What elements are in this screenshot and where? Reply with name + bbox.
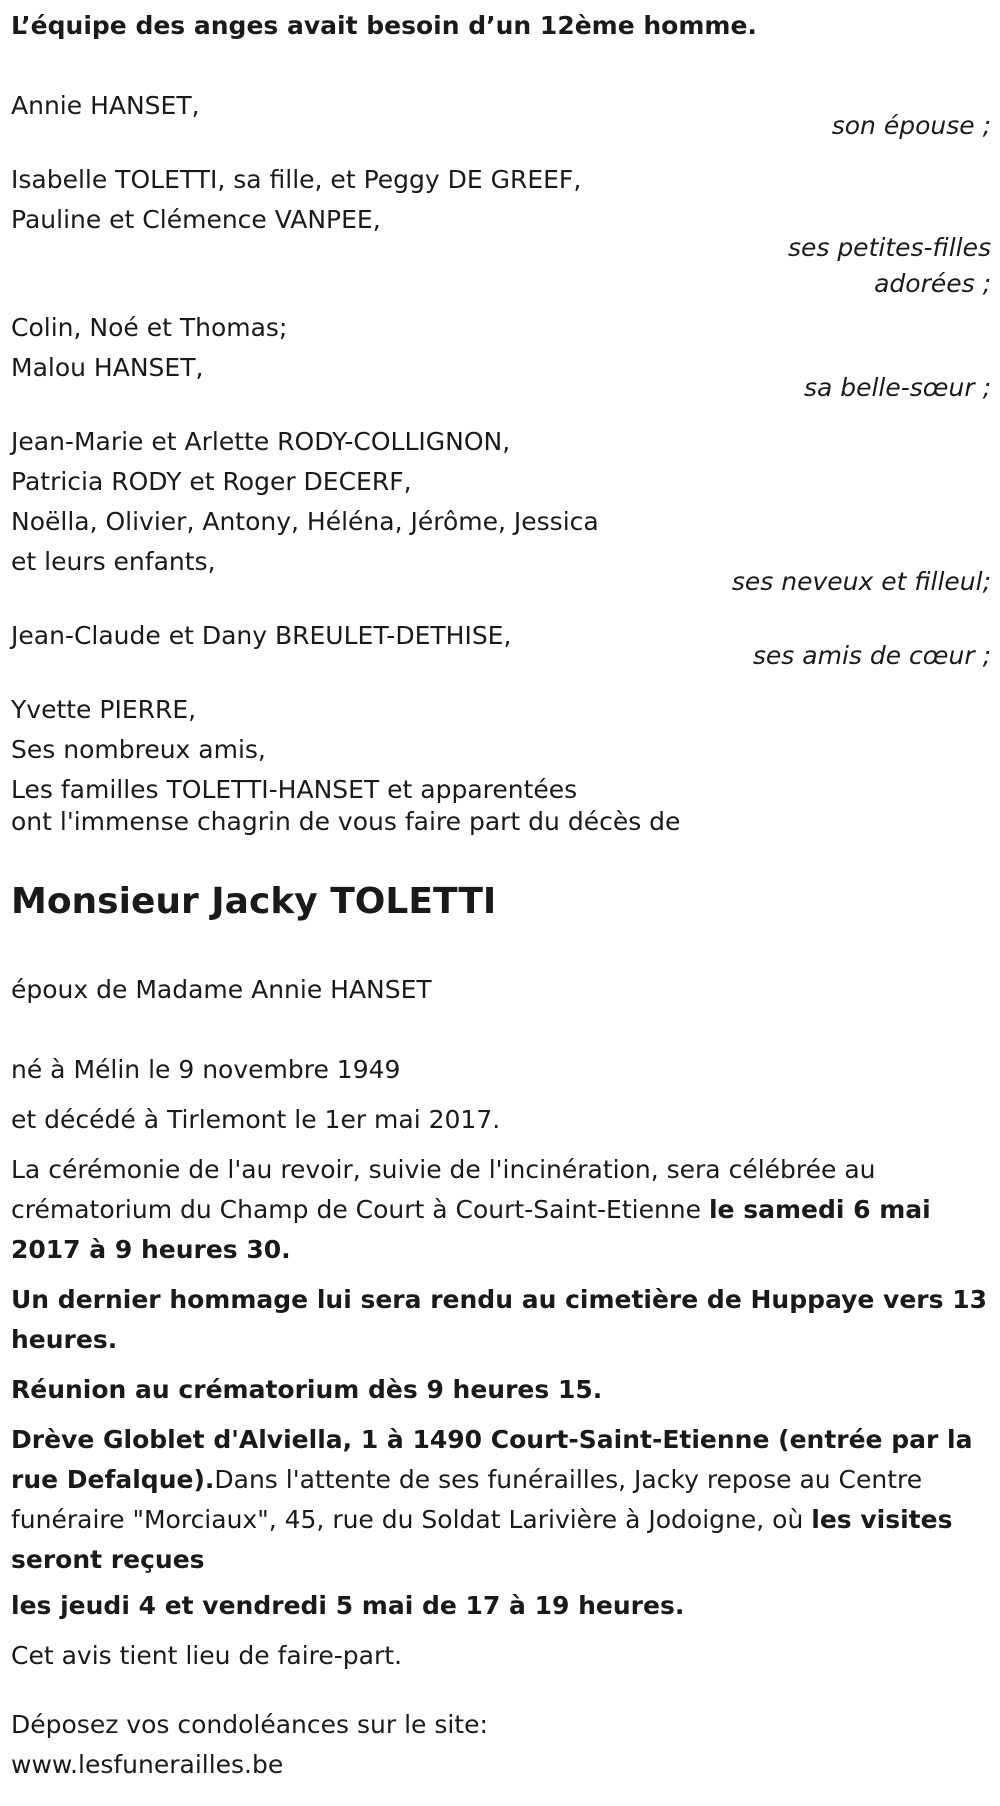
relative-row: [11, 160, 1000, 302]
relative-name-line: Malou HANSET,: [11, 353, 204, 382]
announcement-intro: ont l'immense chagrin de vous faire part du décès de: [11, 807, 681, 836]
relative-row: [11, 616, 1000, 676]
relative-row: [11, 422, 1000, 602]
tribute-paragraph: Un dernier hommage lui sera rendu au cimetière de Huppaye vers 13 heures.: [11, 1285, 988, 1354]
deceased-name: Monsieur Jacky TOLETTI: [11, 881, 497, 922]
death-line: et décédé à Tirlemont le 1er mai 2017.: [11, 1105, 501, 1134]
ceremony-details: [11, 1150, 991, 1686]
relative-name-line: Isabelle TOLETTI, sa fille, et Peggy DE GREEF,: [11, 165, 582, 194]
relative-row: [11, 308, 1000, 408]
relative-name-line: Jean-Marie et Arlette RODY-COLLIGNON,: [11, 427, 511, 456]
relative-names: [11, 160, 651, 240]
relation-text: ses neveux et filleul;: [731, 567, 991, 596]
address-text: Dans l'attente de ses funérailles, Jacky repose au Centre funéraire "Morciaux", 45, rue du Soldat Larivière à Jodoigne, où: [11, 1465, 923, 1534]
relative-name-line: Noëlla, Olivier, Antony, Héléna, Jérôme, Jessica: [11, 507, 599, 536]
relation-text: son épouse ;: [831, 111, 991, 140]
spouse-line: époux de Madame Annie HANSET: [11, 975, 432, 1004]
visits-text: les visites seront reçues: [11, 1505, 953, 1574]
relative-name-line: Colin, Noé et Thomas;: [11, 313, 288, 342]
ceremony-date: le samedi 6 mai 2017 à 9 heures 30.: [11, 1195, 931, 1264]
address-paragraph: [11, 1420, 991, 1580]
relative-name-line: Pauline et Clémence VANPEE,: [11, 205, 381, 234]
relation-text: adorées ;: [874, 269, 991, 298]
relative-row: [11, 86, 1000, 146]
relative-name-line: Yvette PIERRE,: [11, 695, 197, 724]
ceremony-text: La cérémonie de l'au revoir, suivie de l'incinération, sera célébrée au crématorium du Champ de Court à Court-Saint-Etienne: [11, 1155, 876, 1224]
address-bold: Drève Globlet d'Alviella, 1 à 1490 Court-Saint-Etienne (entrée par la rue Defalque).: [11, 1425, 973, 1494]
ceremony-paragraph: [11, 1150, 991, 1270]
relative-row: [11, 690, 1000, 810]
relation-text: sa belle-sœur ;: [803, 373, 991, 402]
condolences-link[interactable]: www.lesfunerailles.be: [11, 1750, 284, 1779]
relative-name-line: Patricia RODY et Roger DECERF,: [11, 467, 412, 496]
relation-text: ses petites-filles: [787, 233, 991, 262]
relative-name-line: Jean-Claude et Dany BREULET-DETHISE,: [11, 621, 512, 650]
relative-name-line: Les familles TOLETTI-HANSET et apparentées: [11, 775, 578, 804]
relatives-list: [11, 86, 1000, 810]
relative-names: [11, 690, 651, 810]
relative-name-line: et leurs enfants,: [11, 547, 216, 576]
condolences-footer: [11, 1705, 488, 1785]
birth-line: né à Mélin le 9 novembre 1949: [11, 1055, 401, 1084]
meeting-paragraph: Réunion au crématorium dès 9 heures 15.: [11, 1375, 603, 1404]
notice-paragraph: Cet avis tient lieu de faire-part.: [11, 1641, 403, 1670]
relative-name-line: Ses nombreux amis,: [11, 735, 266, 764]
condolences-text: Déposez vos condoléances sur le site:: [11, 1710, 488, 1739]
relation-text: ses amis de cœur ;: [752, 641, 991, 670]
relative-name-line: Annie HANSET,: [11, 91, 200, 120]
headline: L’équipe des anges avait besoin d’un 12ème homme.: [11, 11, 757, 40]
visit-dates: les jeudi 4 et vendredi 5 mai de 17 à 19 heures.: [11, 1591, 685, 1620]
relative-names: [11, 422, 651, 582]
relation-label: [11, 230, 1000, 302]
